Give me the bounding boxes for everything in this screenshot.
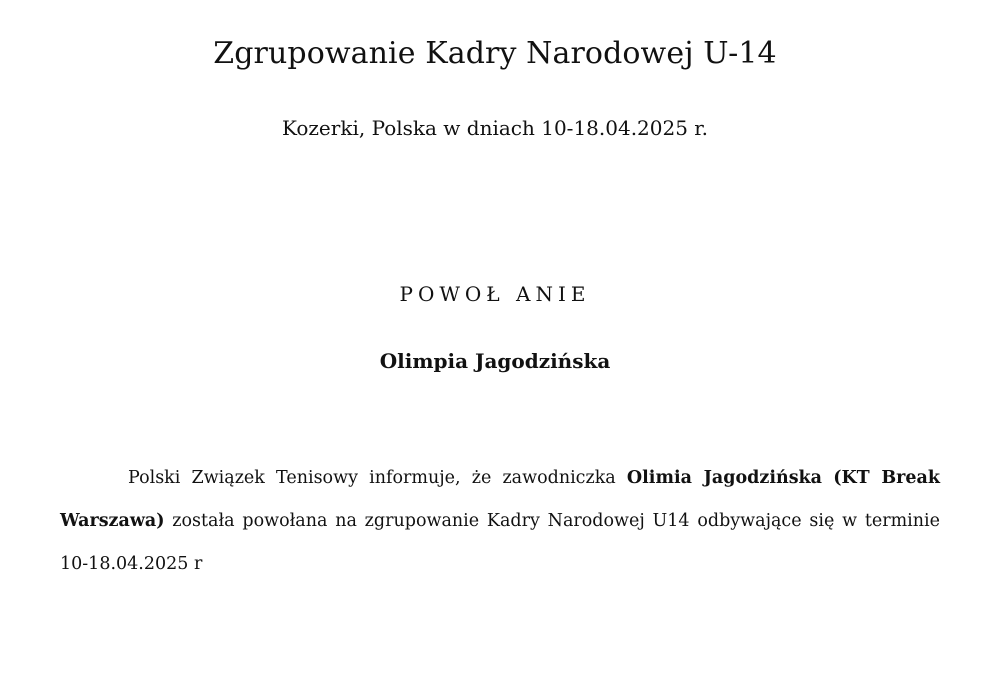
document-subtitle: Kozerki, Polska w dniach 10-18.04.2025 r.: [281, 116, 709, 140]
club-name: (KT Break Warszawa): [60, 468, 940, 531]
document-heading: POWOŁ ANIE: [399, 282, 591, 306]
body-text-part3: została powołana na zgrupowanie Kadry Narodowej U14 odbywające się w terminie 10-18.04.2025 r: [60, 511, 940, 574]
body-paragraph: [60, 457, 940, 586]
player-name: Olimia Jagodzińska: [626, 468, 823, 488]
body-text-part2: [822, 468, 833, 488]
document-title: Zgrupowanie Kadry Narodowej U-14: [213, 36, 777, 71]
recipient-name: Olimpia Jagodzińska: [379, 349, 611, 373]
body-text-part1: Polski Związek Tenisowy informuje, że zawodniczka: [128, 468, 627, 488]
